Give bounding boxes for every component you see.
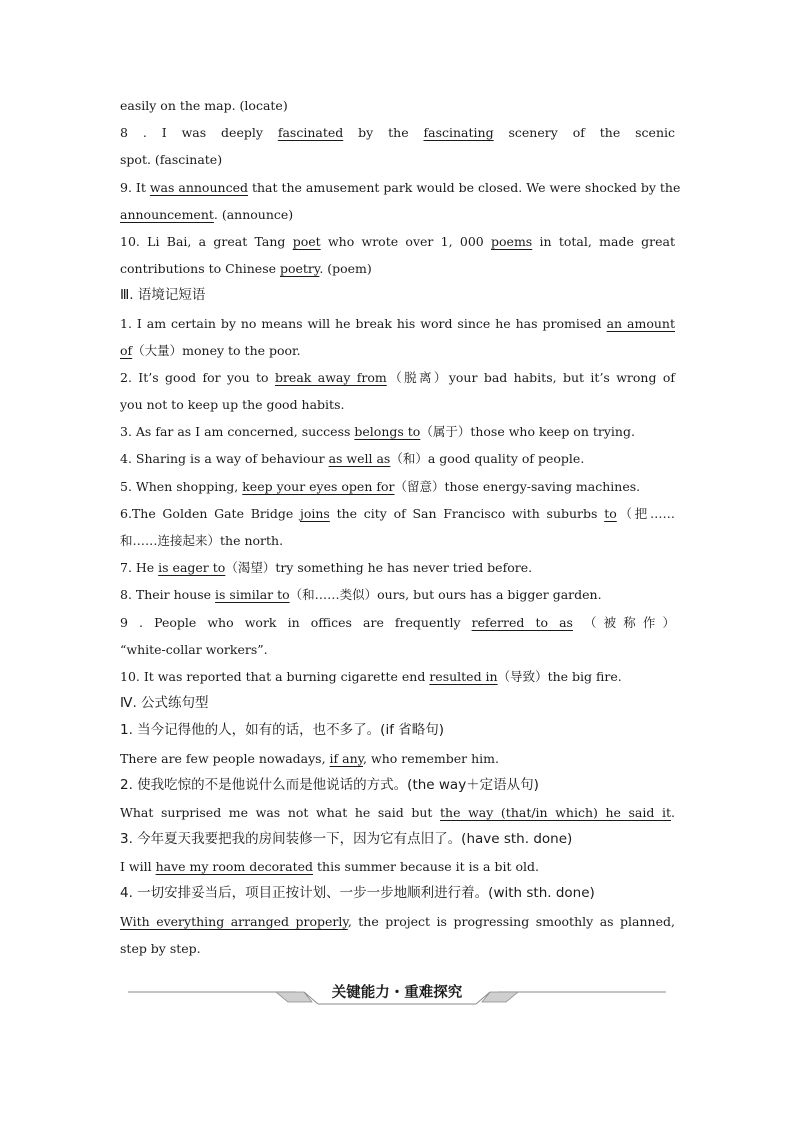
answer-underlined: belongs to [354, 424, 421, 440]
text-line [120, 201, 675, 228]
text-line [120, 391, 675, 418]
text-segment: 6.The Golden Gate Bridge [120, 505, 300, 521]
text-segment: “white-collar workers”. [120, 641, 268, 657]
text-segment: 2. 使我吃惊的不是他说什么而是他说话的方式。(the way＋定语从句) [120, 776, 539, 793]
text-segment: spot. (fascinate) [120, 152, 223, 168]
answer-underlined: resulted in [429, 668, 498, 684]
text-segment: （被称作） [572, 614, 675, 630]
text-line [120, 146, 675, 173]
text-segment: in total, made great [532, 233, 675, 249]
text-segment: step by step. [120, 940, 201, 956]
banner-title: 关键能力・重难探究 [331, 985, 463, 1001]
text-segment: easily on the map. (locate) [120, 98, 288, 113]
text-segment: Ⅳ. 公式练句型 [120, 695, 209, 712]
text-segment: 和……连接起来）the north. [120, 533, 284, 548]
section-heading-line [120, 282, 675, 309]
text-segment: 9 . People who work in offices are frequently [120, 614, 472, 630]
text-segment: （渴望）try something he has never tried before. [225, 560, 533, 576]
text-segment: 3. 今年夏天我要把我的房间装修一下，因为它有点旧了。(have sth. done) [120, 831, 573, 848]
answer-underlined: is similar to [215, 587, 290, 603]
text-segment: What surprised me was not what he said but [120, 804, 441, 820]
answer-underlined: if any [329, 750, 364, 766]
text-line [120, 581, 675, 608]
answer-underlined: poet [292, 233, 321, 249]
answer-underlined: With everything arranged properly [120, 913, 348, 929]
section-banner [128, 982, 666, 1006]
text-segment: , who remember him. [363, 750, 499, 766]
answer-underlined: keep your eyes open for [242, 478, 395, 494]
text-segment: （大量）money to the poor. [132, 342, 301, 358]
answer-underlined: to [604, 505, 617, 521]
text-segment: scenery of the scenic [493, 125, 675, 141]
text-segment: , the project is progressing smoothly as planned, [347, 913, 675, 929]
text-segment: （把…… [616, 505, 675, 521]
text-segment: contributions to Chinese [120, 261, 280, 277]
text-segment: 2. It’s good for you to [120, 369, 275, 385]
text-segment: who wrote over 1, 000 [320, 233, 492, 249]
text-segment: （脱离）your bad habits, but it’s wrong of [386, 369, 675, 385]
text-line [120, 337, 675, 364]
text-line [120, 554, 675, 581]
answer-underlined: poems [491, 233, 533, 249]
text-segment: 10. It was reported that a burning cigarette end [120, 668, 430, 684]
text-segment: There are few people nowadays, [120, 750, 330, 766]
text-segment: 8. Their house [120, 587, 216, 603]
text-line [120, 663, 675, 690]
text-segment: 5. When shopping, [120, 478, 243, 494]
section-heading-line [120, 772, 675, 799]
text-segment: I will [120, 859, 156, 875]
text-segment: you not to keep up the good habits. [120, 397, 345, 413]
answer-underlined: joins [299, 505, 330, 521]
answer-underlined: announcement [120, 206, 214, 222]
text-line [120, 119, 675, 146]
text-line [120, 799, 675, 826]
text-segment: 9. It [120, 179, 150, 195]
text-segment: 1. 当今记得他的人，如有的话，也不多了。(if 省略句) [120, 722, 444, 739]
text-line [120, 92, 675, 119]
answer-underlined: is eager to [158, 560, 226, 576]
text-segment: （属于）those who keep on trying. [420, 424, 635, 440]
answer-underlined: break away from [274, 369, 387, 385]
text-segment: . (announce) [213, 206, 294, 222]
text-line [120, 310, 675, 337]
document-body [120, 92, 681, 962]
answer-underlined: poetry [279, 261, 320, 277]
text-segment: 1. I am certain by no means will he break his word since he has promised [120, 315, 607, 331]
text-segment: 4. 一切安排妥当后，项目正按计划、一步一步地顺利进行着。(with sth. done) [120, 885, 595, 902]
answer-underlined: fascinating [423, 125, 494, 141]
text-line [120, 609, 675, 636]
text-segment: Ⅲ. 语境记短语 [120, 287, 206, 304]
answer-underlined: of [120, 342, 133, 358]
text-segment: 4. Sharing is a way of behaviour [120, 451, 329, 467]
text-line [120, 473, 675, 500]
text-segment: （和）a good quality of people. [390, 451, 585, 467]
text-segment: （导致）the big fire. [497, 668, 622, 684]
text-segment: 8 . I was deeply [120, 125, 278, 141]
answer-underlined: have my room decorated [155, 859, 314, 875]
answer-underlined: as well as [328, 451, 391, 467]
text-line [120, 418, 675, 445]
text-segment: 3. As far as I am concerned, success [120, 424, 355, 440]
text-line [120, 636, 675, 663]
text-segment: that the amusement park would be closed. We were shocked by the [247, 179, 681, 195]
text-segment: . [671, 804, 675, 820]
text-line [120, 935, 675, 962]
text-line [120, 908, 675, 935]
section-heading-line [120, 690, 675, 717]
text-segment: 10. Li Bai, a great Tang [120, 233, 293, 249]
answer-underlined: was announced [149, 179, 248, 195]
text-segment: . (poem) [319, 261, 372, 277]
text-line [120, 255, 675, 282]
text-segment: （和……类似）ours, but ours has a bigger garden. [289, 587, 602, 603]
text-line [120, 500, 675, 527]
text-segment: （留意）those energy-saving machines. [394, 478, 641, 494]
section-heading-line [120, 826, 675, 853]
text-segment: the city of San Francisco with suburbs [329, 505, 605, 521]
text-segment: by the [343, 125, 424, 141]
section-heading-line [120, 717, 675, 744]
answer-underlined: the way (that/in which) he said it [440, 804, 672, 820]
text-segment: this summer because it is a bit old. [313, 859, 539, 875]
text-line [120, 228, 675, 255]
text-line [120, 745, 675, 772]
text-line [120, 527, 675, 554]
text-line [120, 364, 675, 391]
text-line [120, 174, 681, 201]
answer-underlined: referred to as [471, 614, 573, 630]
text-segment: 7. He [120, 560, 159, 576]
text-line [120, 853, 675, 880]
answer-underlined: an amount [606, 315, 675, 331]
answer-underlined: fascinated [277, 125, 344, 141]
section-heading-line [120, 880, 675, 907]
text-line [120, 445, 675, 472]
